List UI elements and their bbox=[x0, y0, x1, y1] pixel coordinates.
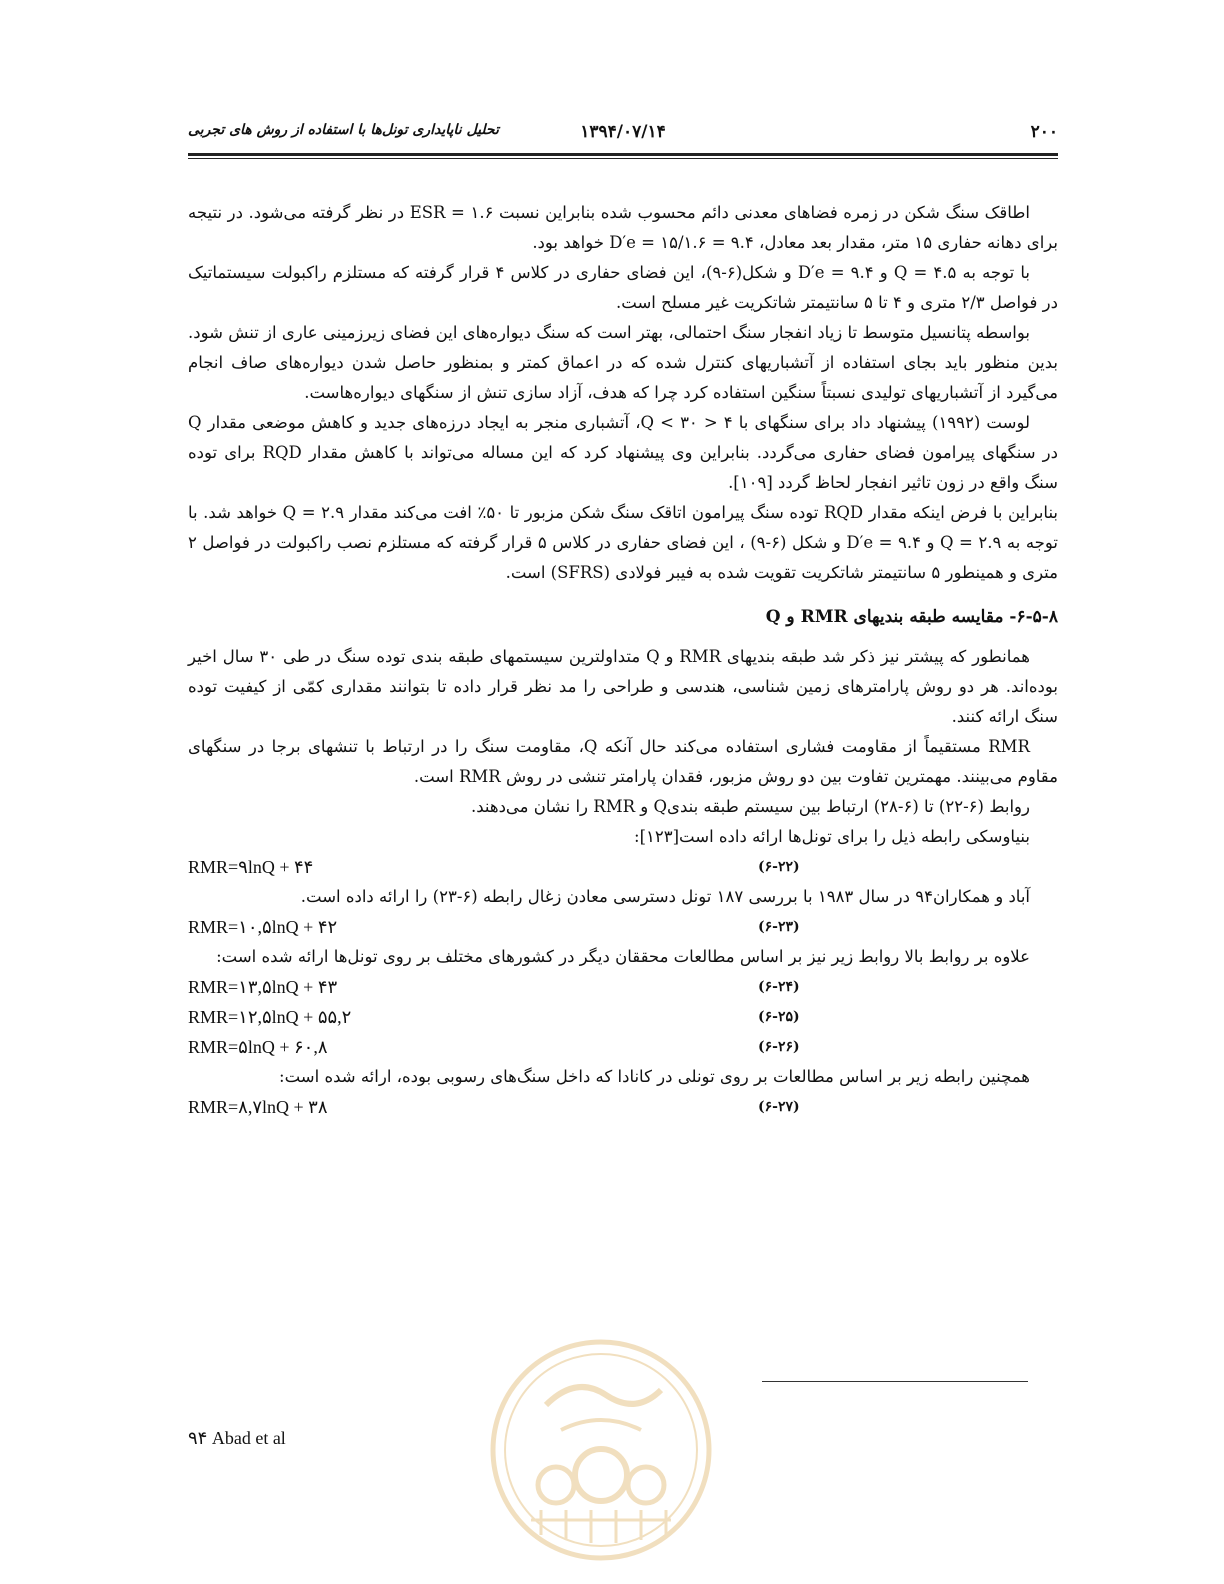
equation-formula: RMR=۹lnQ + ۴۴ bbox=[188, 857, 314, 877]
equation-formula: RMR=۵lnQ + ۶۰,۸ bbox=[188, 1037, 328, 1057]
header-rule-thick bbox=[188, 153, 1058, 156]
paragraph-rmr-q-intro: همانطور که پیشتر نیز ذکر شد طبقه بندیهای RMR و Q متداولترین سیستمهای طبقه بندی توده سنگ در طی ۳۰ سال اخیر بوده‌اند. هر دو روش پارامترهای زمین شناسی، هندسی و طراحی را مد نظر قرار داده تا بتوانند مقداری کمّی از کیفیت توده سنگ ارائه کنند. bbox=[188, 647, 1058, 726]
paragraph-class4: با توجه به Q = ۴.۵ و D′e = ۹.۴ و شکل(۶-۹)، این فضای حفاری در کلاس ۴ قرار گرفته که مستلزم راکبولت سیستماتیک در فواصل ۲/۳ متری و ۴ تا ۵ سانتیمتر شاتکریت غیر مسلح است. bbox=[188, 263, 1058, 312]
equation-row bbox=[188, 972, 1058, 1002]
paragraph-class5: بنابراین با فرض اینکه مقدار RQD توده سنگ پیرامون اتاقک سنگ شکن مزبور تا ۵۰٪ افت می‌کند مقدار Q = ۲.۹ خواهد شد. با توجه به Q = ۲.۹ و D′e = ۹.۴ و شکل (۶-۹) ، این فضای حفاری در کلاس ۵ قرار گرفته که مستلزم نصب راکبولت در فواصل ۲ متری و همینطور ۵ سانتیمتر شاتکریت تقویت شده به فیبر فولادی (SFRS) است. bbox=[188, 503, 1059, 582]
header-date: ۱۳۹۴/۰۷/۱۴ bbox=[580, 122, 666, 142]
equation-number: (۶-۲۲) bbox=[758, 859, 800, 875]
equation-row bbox=[188, 912, 1058, 942]
header-rule-thin bbox=[188, 158, 1058, 159]
equation-number: (۶-۲۷) bbox=[758, 1099, 800, 1115]
paragraph-abad: آباد و همکاران۹۴ در سال ۱۹۸۳ با بررسی ۱۸۷ تونل دسترسی معادن زغال رابطه (۶-۲۳) را ارائه داده است. bbox=[300, 887, 1030, 906]
paragraph-canada: همچنین رابطه زیر بر اساس مطالعات بر روی تونلی در کانادا که داخل سنگ‌های رسوبی بوده، ارائه شده است: bbox=[279, 1067, 1030, 1086]
page-number: ۲۰۰ bbox=[1030, 122, 1058, 142]
equation-number: (۶-۲۴) bbox=[758, 979, 800, 995]
page-header bbox=[188, 118, 1058, 148]
equation-row bbox=[188, 1092, 1058, 1122]
paragraph-blasting: بواسطه پتانسیل متوسط تا زیاد انفجار سنگ احتمالی، بهتر است که سنگ دیواره‌های این فضای زیرزمینی عاری از تنش شود. بدین منظور باید بجای استفاده از آتشباریهای کنترل شده که در اعماق کمتر و بمنظور حاصل شدن دیواره‌های صاف انجام می‌گیرد از آتشباریهای تولیدی نسبتاً سنگین استفاده کرد چرا که هدف، آزاد سازی تنش از سنگهای دیواره‌هاست. bbox=[188, 323, 1058, 402]
paragraph-relations: روابط (۶-۲۲) تا (۶-۲۸) ارتباط بین سیستم طبقه بندیQ و RMR را نشان می‌دهند. bbox=[471, 797, 1030, 816]
paragraph-bieniawski: بنیاوسکی رابطه ذیل را برای تونل‌ها ارائه داده است[۱۲۳]: bbox=[634, 827, 1030, 846]
section-heading: ۶-۵-۸- مقایسه طبقه بندیهای RMR و Q bbox=[765, 607, 1058, 627]
paragraph-rmr-q-diff: RMR مستقیماً از مقاومت فشاری استفاده می‌کند حال آنکه Q، مقاومت سنگ را در ارتباط با تنشهای برجا در سنگهای مقاوم می‌بینند. مهمترین تفاوت بین دو روش مزبور، فقدان پارامتر تنشی در روش RMR است. bbox=[188, 737, 1058, 786]
paragraph-loset: لوست (۱۹۹۲) پیشنهاد داد برای سنگهای با ۴ < Q < ۳۰، آتشباری منجر به ایجاد درزه‌های جدید و کاهش موضعی مقدار Q در سنگهای پیرامون فضای حفاری می‌گردد. بنابراین وی پیشنهاد کرد که این مساله می‌تواند با کاهش مقدار RQD برای توده سنگ واقع در زون تاثیر انفجار لحاظ گردد [۱۰۹]. bbox=[188, 413, 1058, 492]
footnote: ۹۴ Abad et al bbox=[188, 1428, 286, 1448]
equation-row bbox=[188, 852, 1058, 882]
publisher-seal-icon bbox=[486, 1335, 716, 1565]
body-text bbox=[188, 198, 1058, 1122]
equation-number: (۶-۲۶) bbox=[758, 1039, 800, 1055]
equation-formula: RMR=۱۳,۵lnQ + ۴۳ bbox=[188, 977, 338, 997]
equation-formula: RMR=۸,۷lnQ + ۳۸ bbox=[188, 1097, 328, 1117]
footnote-separator bbox=[762, 1381, 1028, 1382]
paragraph-esr: اطاقک سنگ شکن در زمره فضاهای معدنی دائم محسوب شده بنابراین نسبت ESR = ۱.۶ در نظر گرفته می‌شود. در نتیجه برای دهانه حفاری ۱۵ متر، مقدار بعد معادل، D′e = ۱۵/۱.۶ = ۹.۴ خواهد بود. bbox=[188, 203, 1058, 252]
running-title: تحلیل ناپایداری تونل‌ها با استفاده از روش های تجربی bbox=[188, 122, 499, 138]
equation-formula: RMR=۱۰,۵lnQ + ۴۲ bbox=[188, 917, 338, 937]
equation-number: (۶-۲۵) bbox=[758, 1009, 800, 1025]
paragraph-other-relations: علاوه بر روابط بالا روابط زیر نیز بر اساس مطالعات محققان دیگر در کشورهای مختلف بر روی تونل‌ها ارائه شده است: bbox=[216, 947, 1030, 966]
equation-row bbox=[188, 1032, 1058, 1062]
equation-formula: RMR=۱۲,۵lnQ + ۵۵,۲ bbox=[188, 1007, 352, 1027]
equation-number: (۶-۲۳) bbox=[758, 919, 800, 935]
equation-row bbox=[188, 1002, 1058, 1032]
